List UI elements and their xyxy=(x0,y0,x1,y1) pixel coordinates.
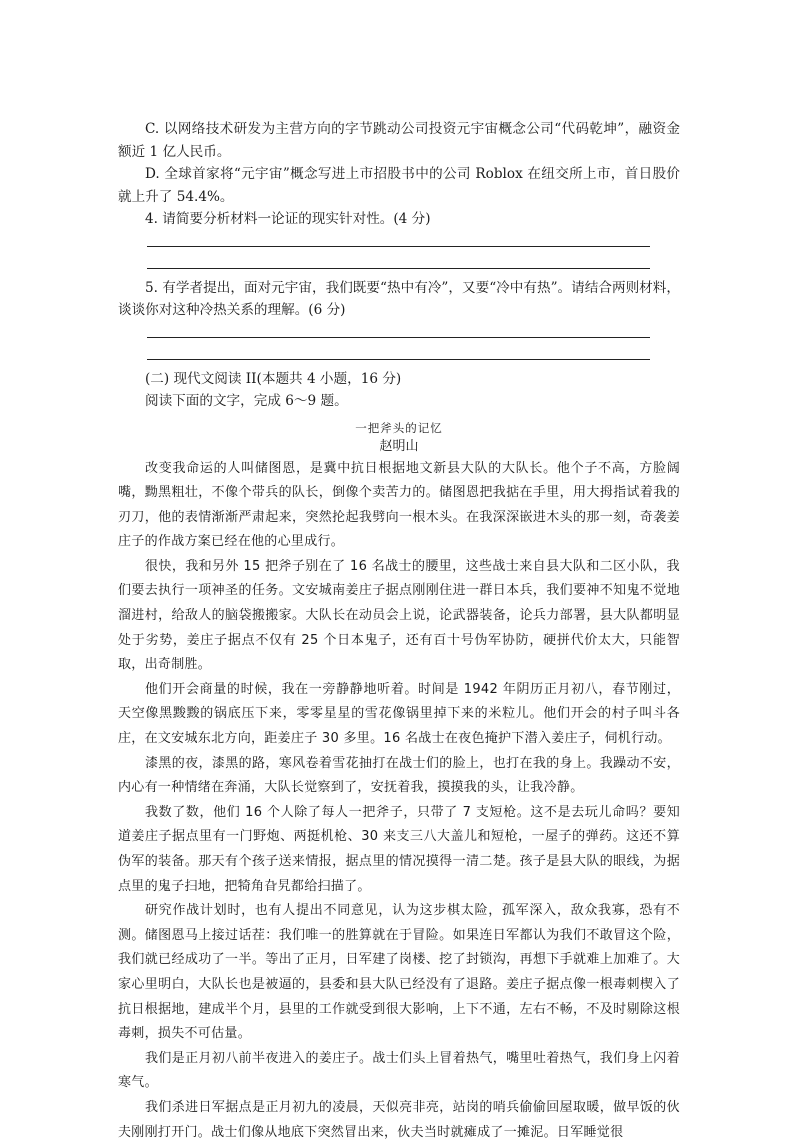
story-paragraph: 很快，我和另外 15 把斧子别在了 16 名战士的腰里，这些战士来自县大队和二区小队，我们要去执行一项神圣的任务。文安城南姜庄子据点刚刚住进一群日本兵，我们要神不知鬼不觉地溜进村，给敌人的脑袋搬搬家。大队长在动员会上说，论武器装备，论兵力部署，县大队都明显处于劣势，姜庄子据点不仅有 25 个日本鬼子，还有百十号伪军协防，硬拼代价太大，只能智取，出奇制胜。 xyxy=(118,555,680,678)
story-paragraph: 我们是正月初八前半夜进入的姜庄子。战士们头上冒着热气，嘴里吐着热气，我们身上闪着寒气。 xyxy=(118,1047,680,1096)
document-page xyxy=(118,118,680,1145)
option-c: C. 以网络技术研发为主营方向的字节跳动公司投资元宇宙概念公司“代码乾坤”，融资金额近 1 亿人民币。 xyxy=(118,118,680,163)
section-instruction: 阅读下面的文字，完成 6～9 题。 xyxy=(118,390,680,413)
answer-line[interactable] xyxy=(147,246,650,247)
story-title: 一把斧头的记忆 xyxy=(118,421,680,436)
story-paragraph: 研究作战计划时，也有人提出不同意见，认为这步棋太险，孤军深入，敌众我寡，恐有不测。储图恩马上接过话茬：我们唯一的胜算就在于冒险。如果连日军都认为我们不敢冒这个险，我们就已经成功了一半。等出了正月，日军建了岗楼、挖了封锁沟，再想下手就难上加难了。大家心里明白，大队长也是被逼的，县委和县大队已经没有了退路。姜庄子据点像一根毒刺楔入了抗日根据地，建成半个月，县里的工作就受到很大影响，上下不通，左右不畅，不及时剔除这根毒刺，损失不可估量。 xyxy=(118,899,680,1047)
story-paragraph: 我数了数，他们 16 个人除了每人一把斧子，只带了 7 支短枪。这不是去玩儿命吗？要知道姜庄子据点里有一门野炮、两挺机枪、30 来支三八大盖儿和短枪，一屋子的弹药。这还不算伪军的装备。那天有个孩子送来情报，据点里的情况摸得一清二楚。孩子是县大队的眼线，为据点里的鬼子扫地，把犄角旮旯都给扫描了。 xyxy=(118,801,680,899)
story-paragraph: 漆黑的夜，漆黑的路，寒风卷着雪花抽打在战士们的脸上，也打在我的身上。我躁动不安，内心有一种情绪在奔涌，大队长觉察到了，安抚着我，摸摸我的头，让我冷静。 xyxy=(118,752,680,801)
section-heading: (二) 现代文阅读 II(本题共 4 小题，16 分) xyxy=(118,368,680,391)
story xyxy=(118,421,680,1145)
answer-line[interactable] xyxy=(147,268,650,269)
story-paragraph: 改变我命运的人叫储图恩，是冀中抗日根据地文新县大队的大队长。他个子不高，方脸阔嘴，黝黑粗壮，不像个带兵的队长，倒像个卖苦力的。储图恩把我掂在手里，用大拇指试着我的刃刀，他的表情渐渐严肃起来，突然抡起我劈向一根木头。在我深深嵌进木头的那一刻，奇袭姜庄子的作战方案已经在他的心里成行。 xyxy=(118,457,680,555)
story-paragraph: 我们杀进日军据点是正月初九的凌晨，天似亮非亮，站岗的哨兵偷偷回屋取暖，做早饭的伙夫刚刚打开门。战士们像从地底下突然冒出来，伙夫当时就瘫成了一摊泥。日军睡觉很 xyxy=(118,1096,680,1145)
story-paragraph: 他们开会商量的时候，我在一旁静静地听着。时间是 1942 年阴历正月初八，春节刚过，天空像黑黢黢的锅底压下来，零零星星的雪花像锅里掉下来的米粒儿。他们开会的村子叫斗各庄，在文安城东北方向，距姜庄子 30 多里。16 名战士在夜色掩护下潜入姜庄子，伺机行动。 xyxy=(118,678,680,752)
answer-line[interactable] xyxy=(147,337,650,338)
answer-line[interactable] xyxy=(147,359,650,360)
question-4: 4. 请简要分析材料一论证的现实针对性。(4 分) xyxy=(118,208,680,231)
story-author: 赵明山 xyxy=(118,438,680,456)
option-d: D. 全球首家将“元宇宙”概念写进上市招股书中的公司 Roblox 在纽交所上市，首日股价就上升了 54.4%。 xyxy=(118,163,680,208)
question-5: 5. 有学者提出，面对元宇宙，我们既要“热中有冷”，又要“冷中有热”。请结合两则材料，谈谈你对这种冷热关系的理解。(6 分) xyxy=(118,277,680,322)
